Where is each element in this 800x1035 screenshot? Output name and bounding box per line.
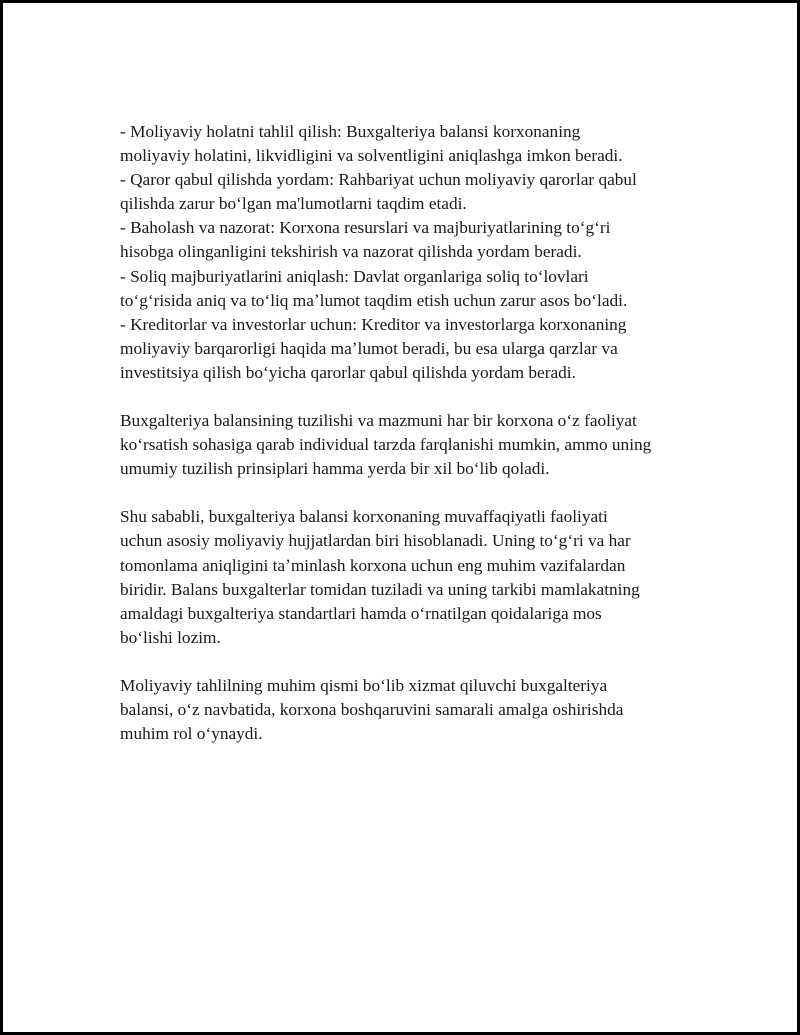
text-line: moliyaviy holatini, likvidligini va solventligini aniqlashga imkon beradi. — [120, 146, 623, 166]
text-line: - Qaror qabul qilishda yordam: Rahbariyat uchun moliyaviy qarorlar qabul — [120, 170, 637, 190]
text-line: umumiy tuzilish prinsiplari hamma yerda bir xil boʻlib qoladi. — [120, 459, 550, 479]
text-line: Shu sababli, buxgalteriya balansi korxonaning muvaffaqiyatli faoliyati — [120, 507, 608, 527]
paragraph-list — [120, 120, 700, 385]
text-line: investitsiya qilish boʻyicha qarorlar qabul qilishda yordam beradi. — [120, 362, 576, 382]
text-line: - Soliq majburiyatlarini aniqlash: Davlat organlariga soliq toʻlovlari — [120, 266, 589, 286]
text-line: hisobga olinganligini tekshirish va nazorat qilishda yordam beradi. — [120, 242, 582, 262]
text-line: amaldagi buxgalteriya standartlari hamda oʻrnatilgan qoidalariga mos — [120, 603, 602, 623]
text-line: uchun asosiy moliyaviy hujjatlardan biri hisoblanadi. Uning toʻgʻri va har — [120, 531, 631, 551]
text-line: qilishda zarur boʻlgan ma'lumotlarni taqdim etadi. — [120, 194, 467, 214]
text-line: - Kreditorlar va investorlar uchun: Kreditor va investorlarga korxonaning — [120, 314, 627, 334]
text-line: boʻlishi lozim. — [120, 627, 221, 647]
document-body — [120, 120, 700, 770]
paragraph-conclusion — [120, 674, 700, 746]
text-line: toʻgʻrisida aniq va toʻliq maʼlumot taqdim etish uchun zarur asos boʻladi. — [120, 290, 628, 310]
text-line: muhim rol oʻynaydi. — [120, 724, 263, 744]
text-line: moliyaviy barqarorligi haqida maʼlumot beradi, bu esa ularga qarzlar va — [120, 338, 618, 358]
text-line: - Moliyaviy holatni tahlil qilish: Buxgalteriya balansi korxonaning — [120, 122, 581, 141]
paragraph-importance — [120, 505, 700, 650]
text-line: tomonlama aniqligini taʼminlash korxona uchun eng muhim vazifalardan — [120, 555, 626, 575]
paragraph-structure — [120, 409, 700, 481]
text-line: biridir. Balans buxgalterlar tomidan tuziladi va uning tarkibi mamlakatning — [120, 579, 640, 599]
text-line: koʻrsatish sohasiga qarab individual tarzda farqlanishi mumkin, ammo uning — [120, 435, 652, 455]
text-line: balansi, oʻz navbatida, korxona boshqaruvini samarali amalga oshirishda — [120, 699, 624, 719]
text-line: Moliyaviy tahlilning muhim qismi boʻlib xizmat qiluvchi buxgalteriya — [120, 675, 608, 695]
text-line: - Baholash va nazorat: Korxona resurslari va majburiyatlarining toʻgʻri — [120, 218, 611, 238]
text-line: Buxgalteriya balansining tuzilishi va mazmuni har bir korxona oʻz faoliyat — [120, 411, 637, 431]
